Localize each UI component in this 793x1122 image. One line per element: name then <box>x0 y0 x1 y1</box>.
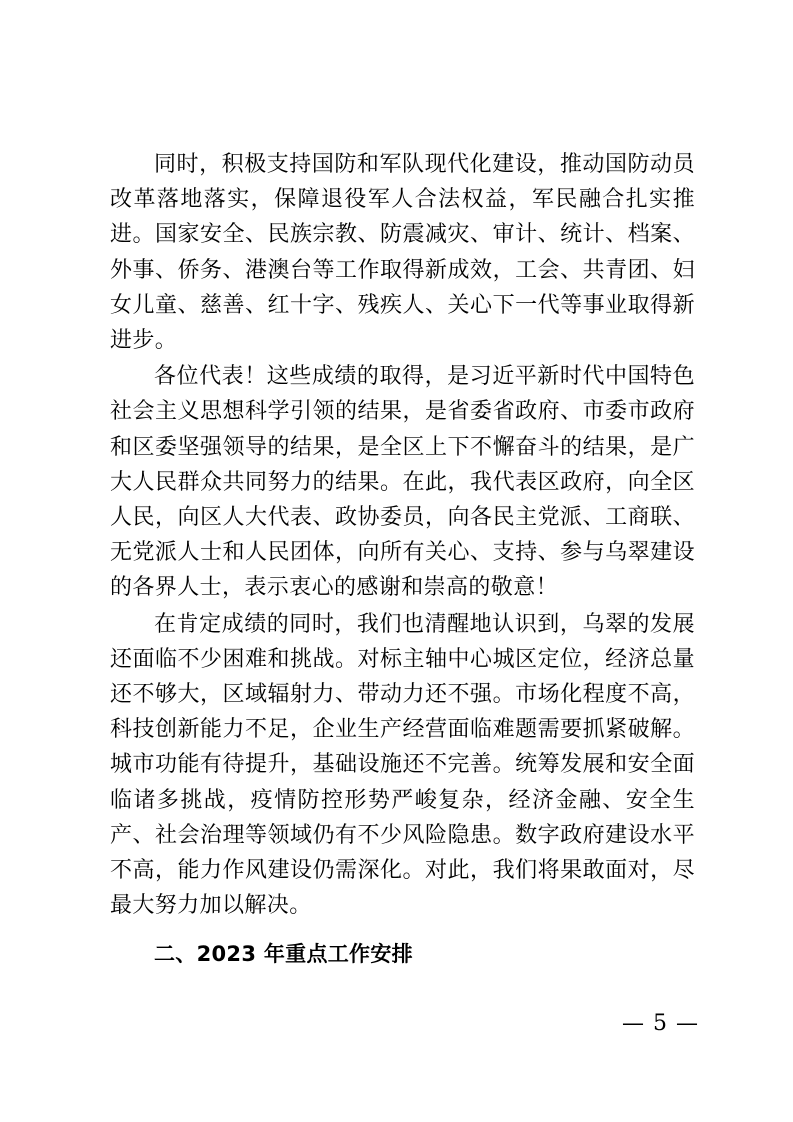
page-number: — 5 — <box>622 1011 699 1036</box>
paragraph-challenges: 在肯定成绩的同时，我们也清醒地认识到，乌翠的发展还面临不少困难和挑战。对标主轴中心城区定位，经济总量还不够大，区域辐射力、带动力还不强。市场化程度不高，科技创新能力不足，企业生产经营面临难题需要抓紧破解。城市功能有待提升，基础设施还不完善。统筹发展和安全面临诸多挑战，疫情防控形势严峻复杂，经济金融、安全生产、社会治理等领域仍有不少风险隐患。数字政府建设水平不高，能力作风建设仍需深化。对此，我们将果敢面对，尽最大努力加以解决。 <box>110 611 695 919</box>
paragraph-acknowledgement: 各位代表！这些成绩的取得，是习近平新时代中国特色社会主义思想科学引领的结果，是省委省政府、市委市政府和区委坚强领导的结果，是全区上下不懈奋斗的结果，是广大人民群众共同努力的结果。在此，我代表区政府，向全区人民，向区人大代表、政协委员，向各民主党派、工商联、无党派人士和人民团体，向所有关心、支持、参与乌翠建设的各界人士，表示衷心的感谢和崇高的敬意！ <box>110 364 695 601</box>
section-heading: 二、2023 年重点工作安排 <box>154 942 413 967</box>
paragraph-national-defense: 同时，积极支持国防和军队现代化建设，推动国防动员改革落地落实，保障退役军人合法权益，军民融合扎实推进。国家安全、民族宗教、防震减灾、审计、统计、档案、外事、侨务、港澳台等工作取得新成效，工会、共青团、妇女儿童、慈善、红十字、残疾人、关心下一代等事业取得新进步。 <box>110 152 695 354</box>
document-body <box>110 147 695 972</box>
